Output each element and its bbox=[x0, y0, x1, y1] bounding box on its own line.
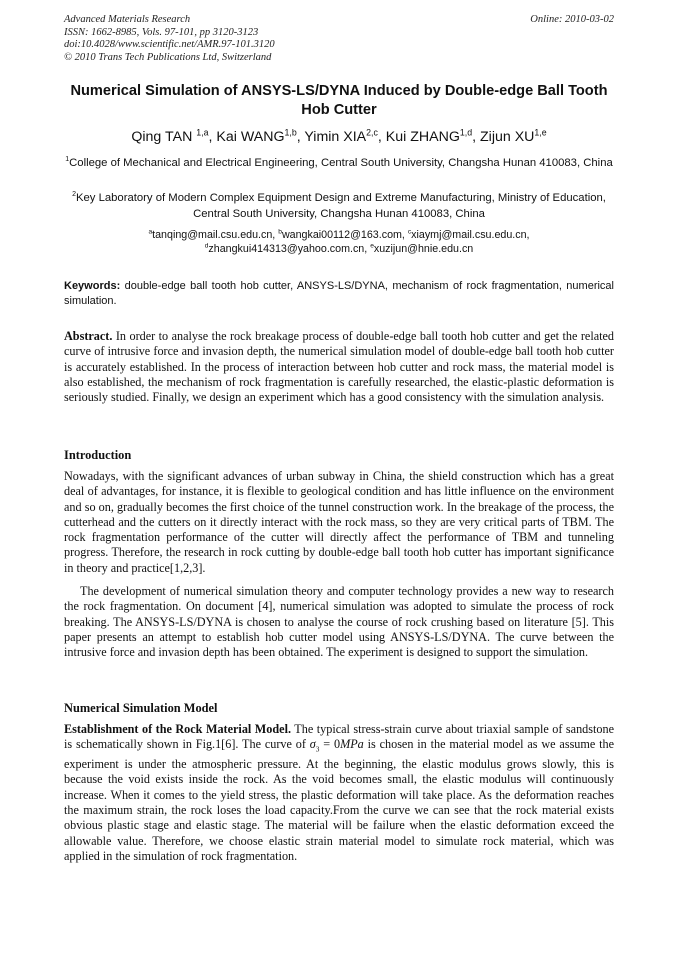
subsection-heading: Establishment of the Rock Material Model. bbox=[64, 722, 292, 736]
affiliation-text: College of Mechanical and Electrical Engineering, Central South University, Changsha Hunan 410083, China bbox=[69, 157, 613, 169]
affiliation-mark: 2 bbox=[72, 191, 76, 199]
email-address: tanqing@mail.csu.edu.cn, bbox=[152, 229, 279, 241]
author-affil-mark: 1,e bbox=[534, 127, 547, 138]
journal-name: Advanced Materials Research bbox=[64, 14, 191, 25]
abstract-label: Abstract. bbox=[64, 329, 113, 343]
affiliation-text: Key Laboratory of Modern Complex Equipment Design and Extreme Manufacturing, Ministry of Education, Central South University, Changsha Hunan 410083, China bbox=[75, 192, 606, 220]
abstract-text: In order to analyse the rock breakage process of double-edge ball tooth hob cutter and get the related curve of intrusive force and invasion depth, the numerical simulation model of double-edge ball tooth hob cutter is accurately established. In the process of interaction between hob cutter and rock mass, the material model is also established, the mechanism of rock fragmentation is carefully researched, the elastic-plastic deformation is seriously studied. Finally, we design an experiment which has a good consistency with the simulation analysis. bbox=[64, 329, 615, 405]
keywords-text: double-edge ball tooth hob cutter, ANSYS-LS/DYNA, mechanism of rock fragmentation, numerical simulation. bbox=[64, 280, 614, 307]
author-affil-mark: 2,c bbox=[366, 127, 378, 138]
author-name: Yimin XIA bbox=[304, 129, 367, 145]
email-mark: a bbox=[148, 228, 153, 236]
email-address: xiaymj@mail.csu.edu.cn, bbox=[411, 229, 530, 241]
affiliation-1 bbox=[64, 155, 614, 171]
paper-title: Numerical Simulation of ANSYS-LS/DYNA Induced by Double-edge Ball Tooth Hob Cutter bbox=[70, 83, 608, 118]
equation-unit: MPa bbox=[340, 737, 364, 752]
model-paragraph-1 bbox=[64, 722, 614, 864]
online-date: Online: 2010-03-02 bbox=[530, 14, 614, 25]
email-mark: c bbox=[407, 228, 412, 236]
email-mark: b bbox=[278, 228, 282, 236]
email-address: xuzijun@hnie.edu.cn bbox=[373, 243, 474, 255]
introduction-paragraph-2: The development of numerical simulation theory and computer technology provides a new way to research the rock fragmentation. On document [4], numerical simulation was adopted to simulate the process of rock breaking. The ANSYS-LS/DYNA is chosen to analyse the course of rock crushing based on literature [5]. This paper presents an attempt to establish hob cutter model using ANSYS-LS/DYNA. The curve between the intrusive force and invasion depth has been obtained. The experiment is designed to support the simulation. bbox=[64, 584, 614, 660]
author-name: Kui ZHANG bbox=[385, 129, 460, 145]
author-list: Qing TAN $^{1,a}$, Kai WANG$^{1,b}$, Yimin XIA$^{2,c}$, Kui ZHANG$^{1,d}$, Zijun XU$^{1,e}$ bbox=[131, 127, 547, 145]
author-name: Qing TAN bbox=[131, 129, 193, 145]
email-mark: e bbox=[370, 242, 374, 250]
section-heading-introduction: Introduction bbox=[64, 448, 132, 462]
copyright-line: © 2010 Trans Tech Publications Ltd, Switzerland bbox=[64, 51, 272, 63]
author-name: Zijun XU bbox=[480, 129, 535, 145]
model-text-after-equation: is chosen in the material model as we assume the experiment is under the atmospheric pressure. At the beginning, the elastic modulus grows slowly, this is because the void exists inside the rock. As the void becomes small, the elastic modulus will continuously increase. When it comes to the yield stress, the plastic deformation will take place. As the deformation reaches the maximum strain, the rock loses the load capacity.From the curve we can see that the rock material exists obvious plastic stage and elastic stage. The material will be failure when the elastic deformation exceed the allowable value. Therefore, we choose elastic strain material model to simulate rock material, which was applied in the simulation of rock fragmentation. bbox=[64, 737, 615, 863]
keywords-block bbox=[64, 279, 614, 308]
equation-sigma3 bbox=[309, 737, 364, 754]
author-name: Kai WANG bbox=[216, 129, 285, 145]
introduction-paragraph-1: Nowadays, with the significant advances of urban subway in China, the shield construction which has a great deal of advantages, for instance, it is flexible to geological condition and has little influence on the environment and so on, gradually becomes the first choice of the tunnel construction work. In the breakage of the process, the cutterhead and the cutters on it directly interact with the rock mass, so they are very critical parts of TBM. The rock fragmentation performance of the cutter will directly affect the performance of TBM and tunneling progress. Therefore, the research in rock cutting by double-edge ball tooth hob cutter has important significance in theory and practice[1,2,3]. bbox=[64, 469, 614, 575]
equation-subscript: 3 bbox=[315, 744, 320, 754]
affiliation-mark: 1 bbox=[65, 156, 70, 164]
equation-symbol: σ bbox=[309, 737, 316, 752]
equation-value: = 0 bbox=[323, 737, 341, 752]
doi-line: doi:10.4028/www.scientific.net/AMR.97-101.3120 bbox=[64, 39, 275, 50]
author-affil-mark: 1,d bbox=[459, 127, 473, 138]
author-affil-mark: 1,b bbox=[284, 127, 297, 138]
keywords-label: Keywords: bbox=[64, 280, 121, 292]
section-heading-model: Numerical Simulation Model bbox=[64, 701, 218, 715]
issn-line: ISSN: 1662-8985, Vols. 97-101, pp 3120-3123 bbox=[64, 26, 259, 38]
author-emails bbox=[64, 228, 614, 256]
abstract-block bbox=[64, 329, 614, 405]
email-address: wangkai00112@163.com, bbox=[281, 229, 408, 241]
affiliation-2 bbox=[64, 190, 614, 222]
email-mark: d bbox=[204, 242, 209, 250]
model-text-before-equation: The typical stress-strain curve about triaxial sample of sandstone is schematically shown in Fig.1[6]. The curve of bbox=[64, 722, 614, 752]
email-address: zhangkui414313@yahoo.com.cn, bbox=[208, 243, 371, 255]
journal-header bbox=[64, 14, 275, 64]
author-affil-mark: 1,a bbox=[196, 127, 209, 138]
